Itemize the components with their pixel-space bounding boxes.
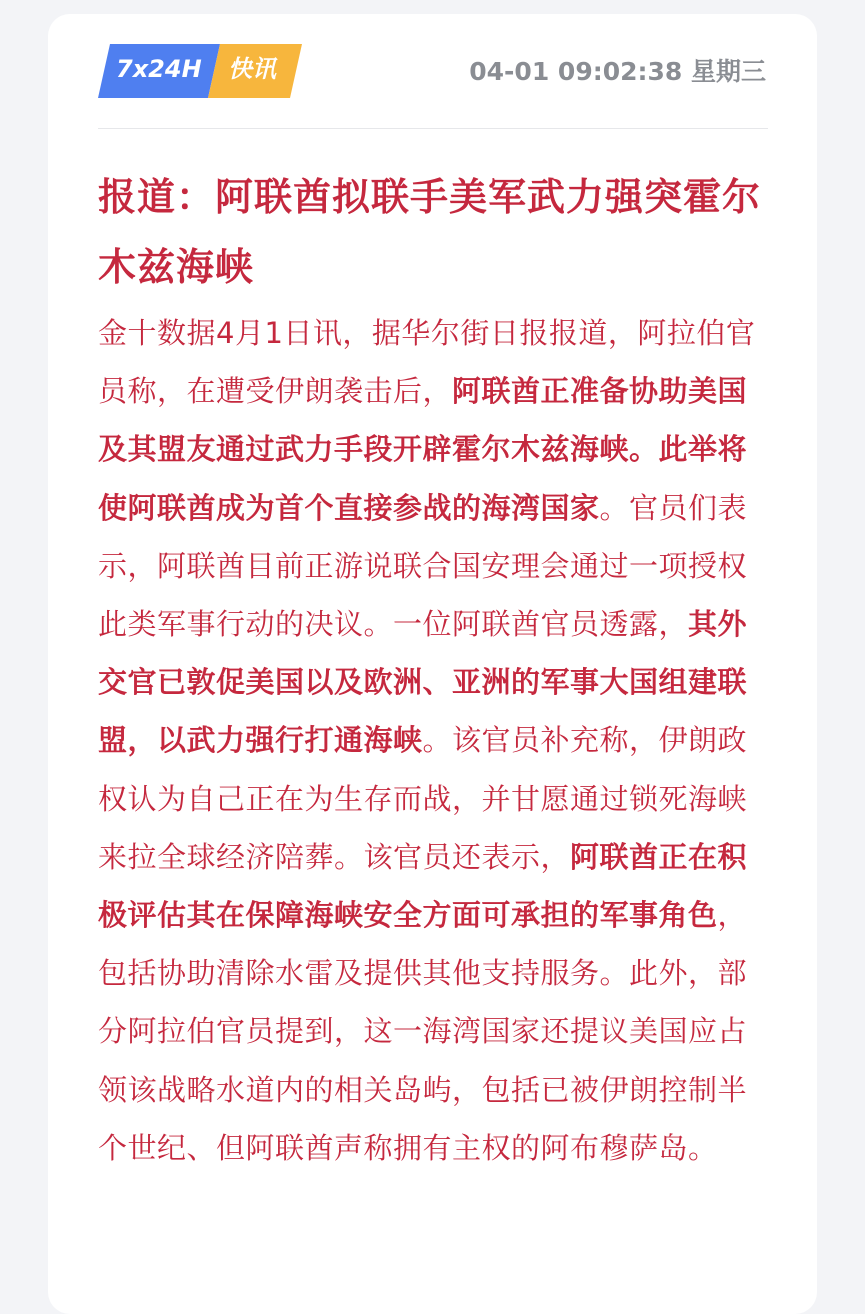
brand-logo	[98, 44, 302, 98]
header-divider	[98, 128, 768, 129]
body-segment-highlight: 阿联酋正在积极评估其在保障海峡安全方面可承担的军事角色	[98, 839, 748, 933]
body-segment: ，包括协助清除水雷及提供其他支持服务。此外，部分阿拉伯官员提到，这一海湾国家还提议美国应占领该战略水道内的相关岛屿，包括已被伊朗控制半个世纪、但阿联酋声称拥有主权的阿布穆萨岛。	[98, 898, 748, 1165]
news-card	[48, 14, 817, 1314]
body-segment: 。官员们表示，阿联酋目前正游说联合国安理会通过一项授权此类军事行动的决议。一位阿联酋官员透露，	[98, 490, 748, 642]
body-segment-highlight: 阿联酋正准备协助美国及其盟友通过武力手段开辟霍尔木兹海峡。此举将使阿联酋成为首个直接参战的海湾国家	[98, 374, 748, 525]
body-segment-highlight: 其外交官已敦促美国以及欧洲、亚洲的军事大国组建联盟，以武力强行打通海峡	[98, 607, 748, 758]
logo-text-primary: 7x24H	[116, 55, 202, 83]
body-segment: 。该官员补充称，伊朗政权认为自己正在为生存而战，并甘愿通过锁死海峡来拉全球经济陪葬。该官员还表示，	[98, 723, 748, 874]
publish-timestamp: 04-01 09:02:38 星期三	[469, 57, 766, 86]
news-header	[98, 44, 768, 100]
body-segment: 金十数据4月1日讯，据华尔街日报报道，阿拉伯官员称，在遭受伊朗袭击后，	[98, 316, 756, 409]
logo-text-secondary: 快讯	[228, 55, 276, 83]
article-body	[98, 304, 758, 1177]
article-title: 报道：阿联酋拟联手美军武力强突霍尔木兹海峡	[98, 174, 762, 289]
